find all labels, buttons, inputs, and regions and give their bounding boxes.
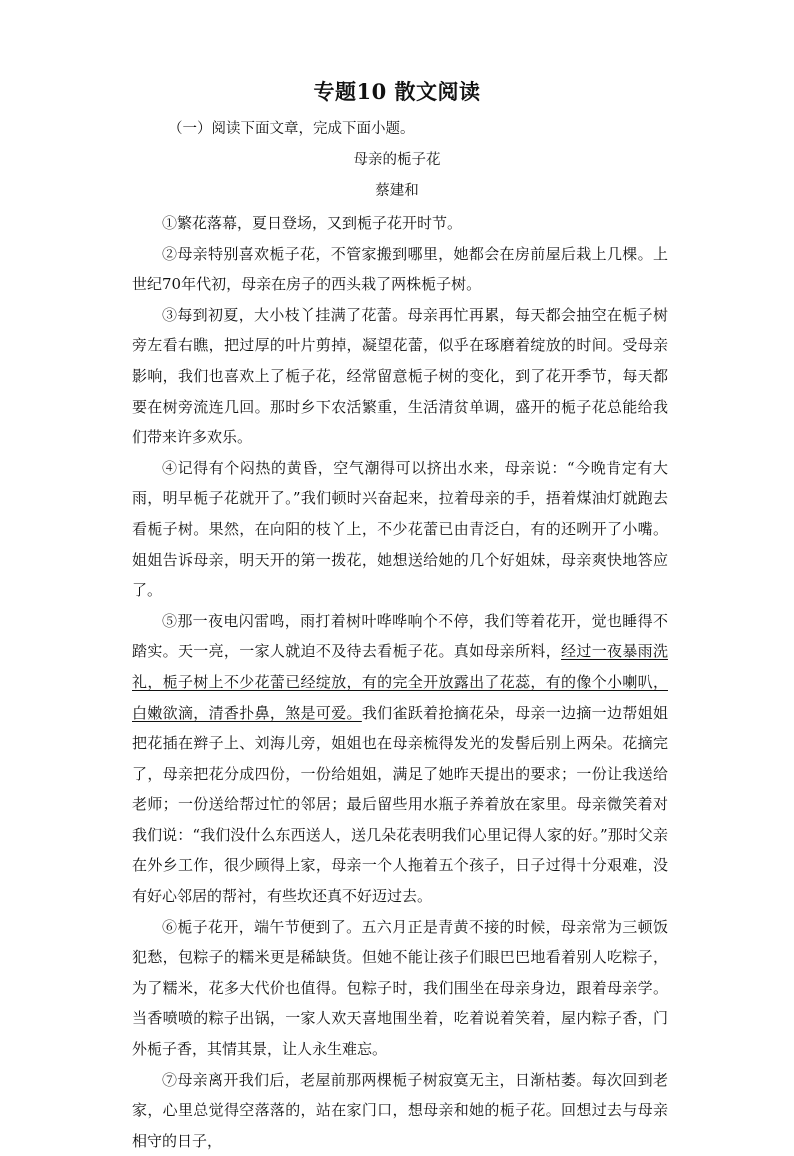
paragraph-7	[132, 1065, 668, 1156]
question-instruction: （一）阅读下面文章，完成下面小题。	[168, 121, 415, 137]
article-author: 蔡建和	[375, 183, 419, 199]
article-title: 母亲的栀子花	[353, 152, 441, 168]
paragraph-1	[132, 208, 668, 239]
paragraph-6	[132, 912, 668, 1065]
paragraph-text: ③每到初夏，大小枝丫挂满了花蕾。母亲再忙再累，每天都会抽空在栀子树旁左看右瞧，把过厚的叶片剪掉，凝望花蕾，似乎在琢磨着绽放的时间。受母亲影响，我们也喜欢上了栀子花，经常留意栀子树的变化，到了花开季节，每天都要在树旁流连几回。那时乡下农活繁重，生活清贫单调，盛开的栀子花总能给我们带来许多欢乐。	[132, 305, 668, 447]
paragraph-text: ②母亲特别喜欢栀子花，不管家搬到哪里，她都会在房前屋后栽上几棵。上世纪70年代初，母亲在房子的西头栽了两株栀子树。	[132, 244, 668, 294]
paragraph-text: ①繁花落幕，夏日登场，又到栀子花开时节。	[162, 214, 463, 232]
paragraph-3	[132, 300, 668, 453]
paragraph-text: ⑥栀子花开，端午节便到了。五六月正是青黄不接的时候，母亲常为三顿饭犯愁，包粽子的糯米更是稀缺货。但她不能让孩子们眼巴巴地看着别人吃粽子，为了糯米，花多大代价也值得。包粽子时，我们围坐在母亲身边，跟着母亲学。当香喷喷的粽子出锅，一家人欢天喜地围坐着，吃着说着笑着，屋内粽子香，门外栀子香，其情其景，让人永生难忘。	[132, 917, 668, 1059]
article-body	[132, 208, 668, 1156]
paragraph-text-continued: 我们雀跃着抢摘花朵，母亲一边摘一边帮姐姐把花插在辫子上、刘海儿旁，姐姐也在母亲梳得发光的发髻后别上两朵。花摘完了，母亲把花分成四份，一份给姐姐，满足了她昨天提出的要求；一份让我送给老师；一份送给帮过忙的邻居；最后留些用水瓶子养着放在家里。母亲微笑着对我们说：“我们没什么东西送人，送几朵花表明我们心里记得人家的好。”那时父亲在外乡工作，很少顾得上家，母亲一个人拖着五个孩子，日子过得十分艰难，没有好心邻居的帮衬，有些坎还真不好迈过去。	[132, 703, 668, 906]
paragraph-text: ⑤那一夜电闪雷鸣，雨打着树叶哗哗响个不停，我们等着花开，觉也睡得不踏实。天一亮，一家人就迫不及待去看栀子花。真如母亲所料，	[132, 611, 668, 661]
paragraph-2	[132, 239, 668, 300]
underlined-sentence: 经过一夜暴雨洗礼，栀子树上不少花蕾已经绽放，有的完全开放露出了花蕊，有的像个小喇叭，白嫩欲滴，清香扑鼻，煞是可爱。	[132, 642, 668, 722]
paragraph-text: ⑦母亲离开我们后，老屋前那两棵栀子树寂寞无主，日渐枯萎。每次回到老家，心里总觉得空落落的，站在家门口，想母亲和她的栀子花。回想过去与母亲相守的日子，	[132, 1070, 668, 1150]
document-title: 专题10 散文阅读	[313, 79, 481, 104]
paragraph-5	[132, 606, 668, 912]
paragraph-text: ④记得有个闷热的黄昏，空气潮得可以挤出水来，母亲说：“今晚肯定有大雨，明早栀子花就开了。”我们顿时兴奋起来，拉着母亲的手，捂着煤油灯就跑去看栀子树。果然，在向阳的枝丫上，不少花蕾已由青泛白，有的还咧开了小嘴。姐姐告诉母亲，明天开的第一拨花，她想送给她的几个好姐妹，母亲爽快地答应了。	[132, 458, 668, 600]
paragraph-4	[132, 453, 668, 606]
